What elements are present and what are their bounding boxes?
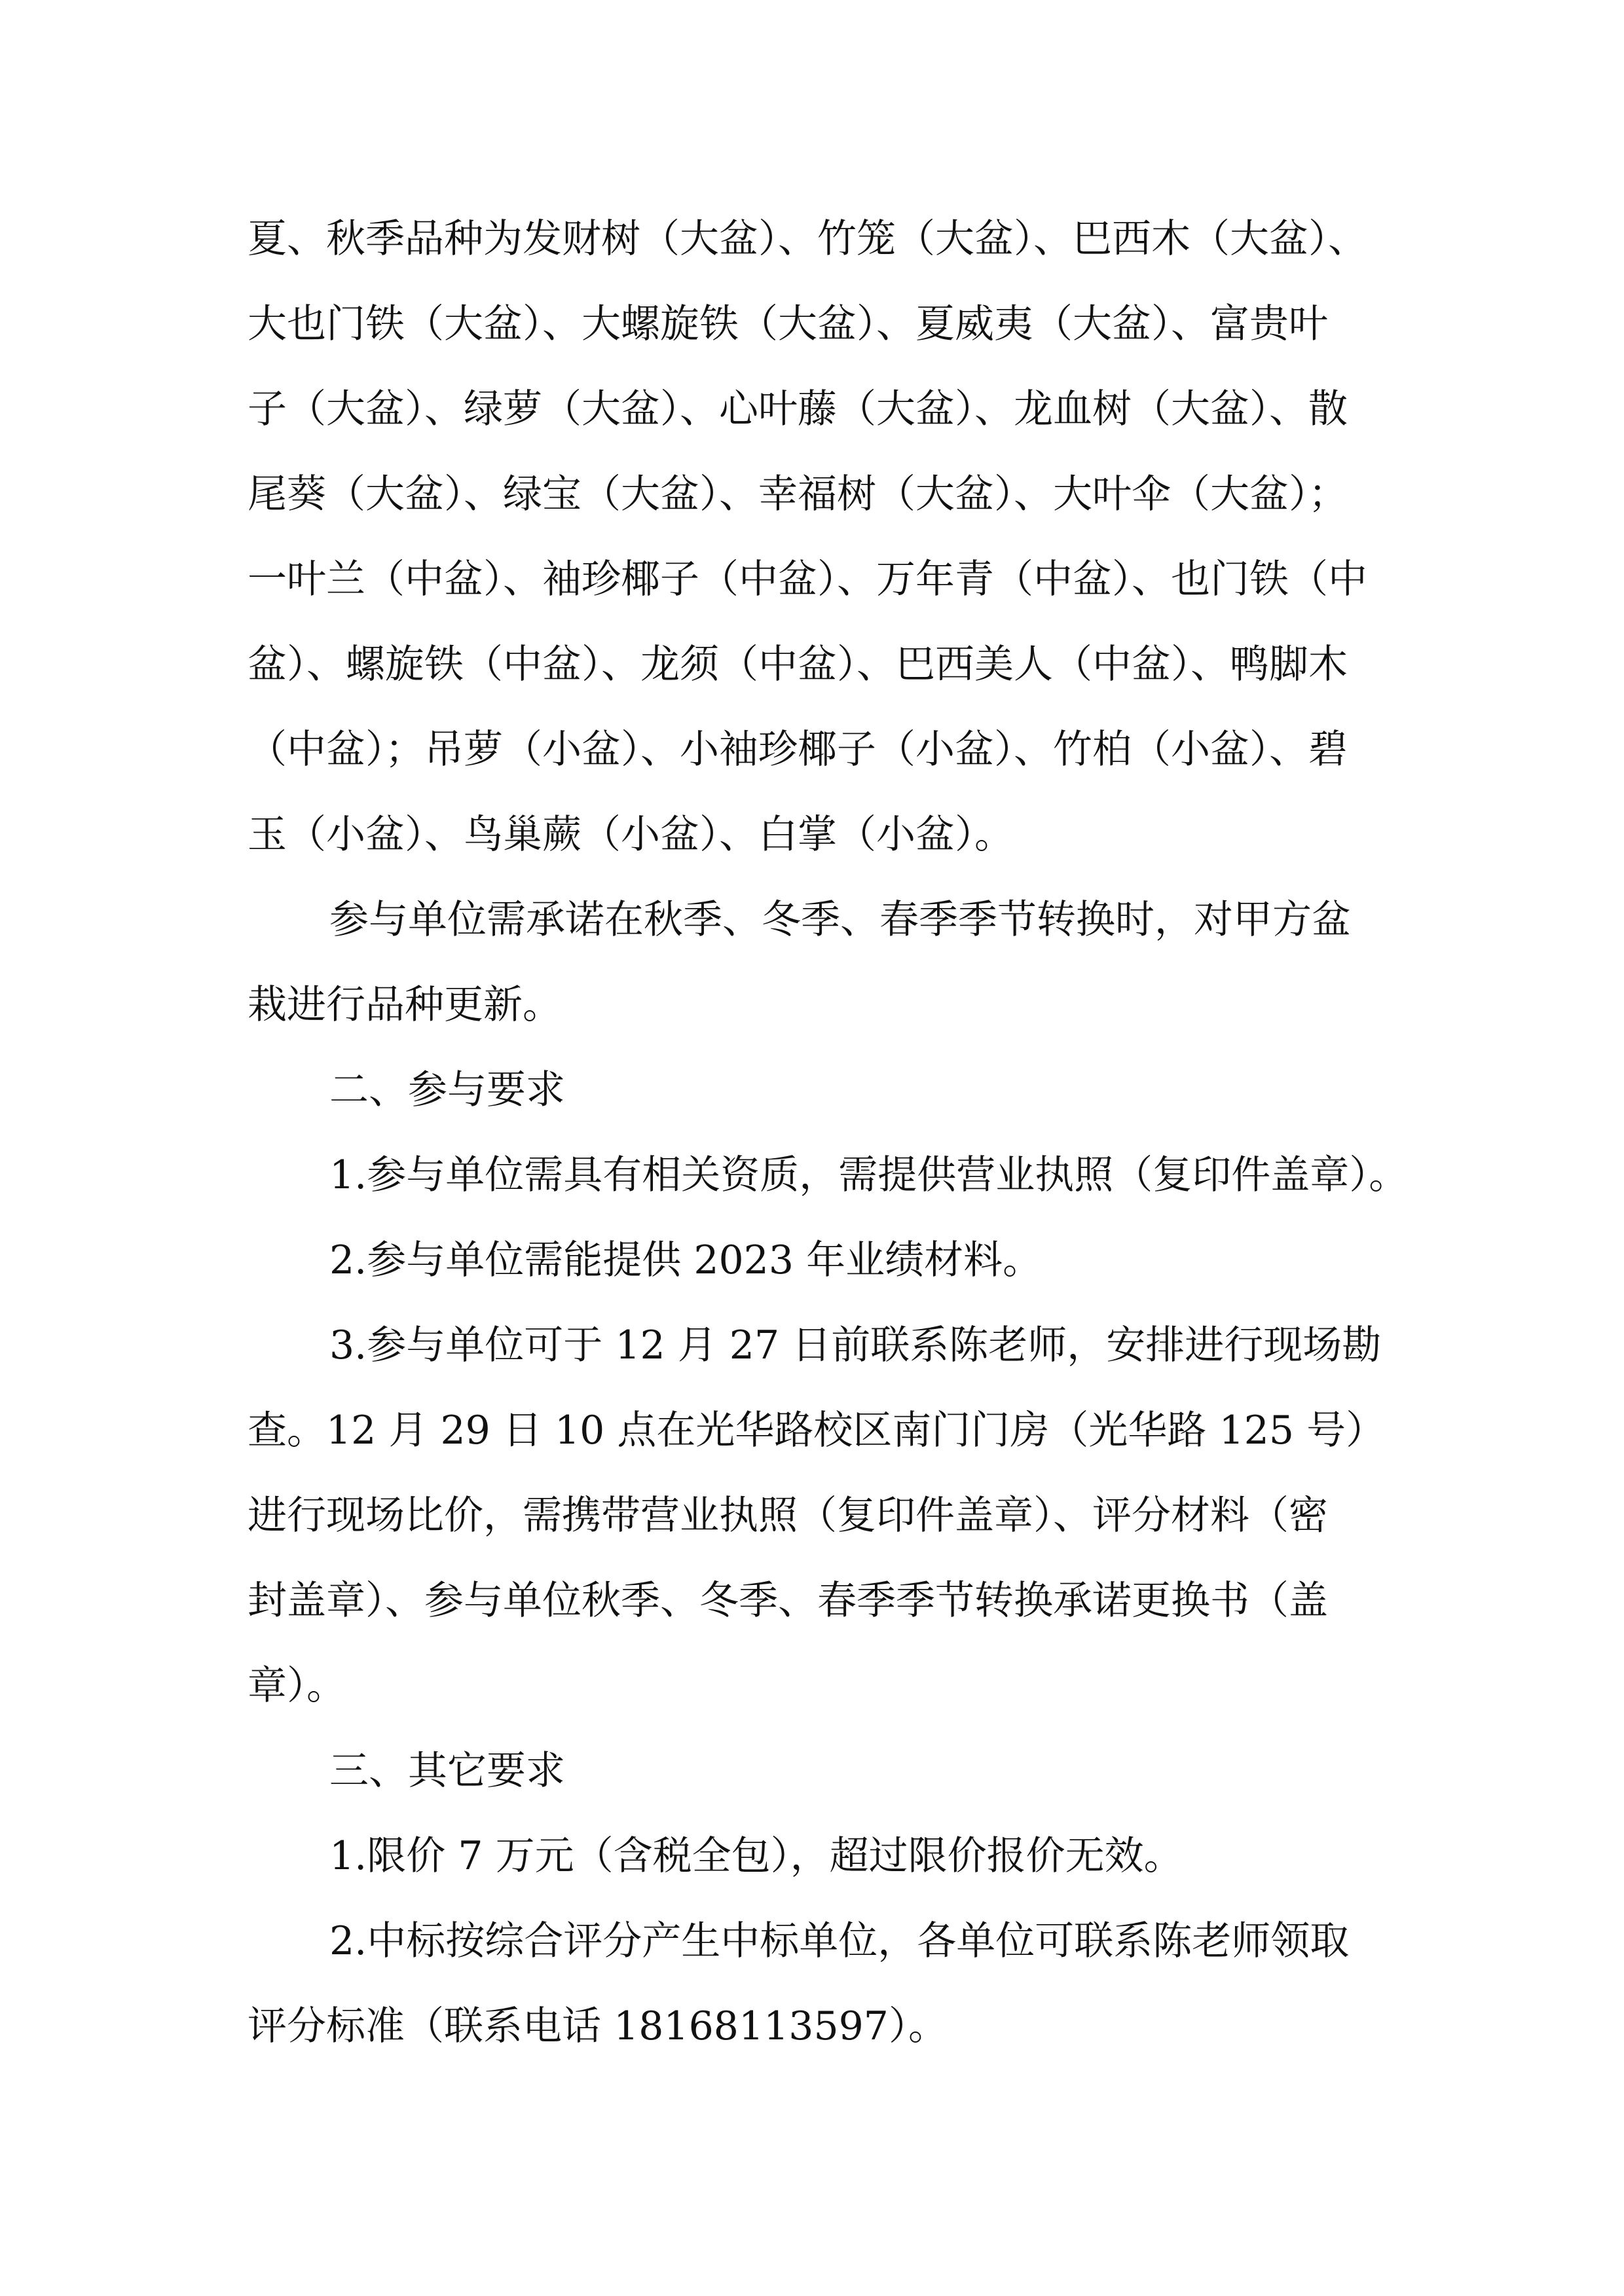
other-item-1: 1.限价 7 万元（含税全包），超过限价报价无效。 <box>329 1833 1183 1879</box>
requirement-item-3-cont: 进行现场比价，需携带营业执照（复印件盖章）、评分材料（密 <box>248 1493 1328 1539</box>
requirement-item-2: 2.参与单位需能提供 2023 年业绩材料。 <box>329 1237 1043 1283</box>
other-item-2: 2.中标按综合评分产生中标单位，各单位可联系陈老师领取 <box>329 1918 1350 1964</box>
requirement-item-3: 3.参与单位可于 12 月 27 日前联系陈老师，安排进行现场勘 <box>329 1322 1382 1368</box>
requirement-item-3-cont: 章）。 <box>248 1663 346 1709</box>
section-heading: 三、其它要求 <box>329 1748 565 1794</box>
requirement-item-3-cont: 查。12 月 29 日 10 点在光华路校区南门门房（光华路 125 号） <box>248 1408 1386 1453</box>
section-heading: 二、参与要求 <box>329 1067 565 1113</box>
text-line: 夏、秋季品种为发财树（大盆）、竹笼（大盆）、巴西木（大盆）、 <box>248 216 1367 262</box>
requirement-item-3-cont: 封盖章）、参与单位秋季、冬季、春季季节转换承诺更换书（盖 <box>248 1578 1328 1624</box>
text-line: 大也门铁（大盆）、大螺旋铁（大盆）、夏威夷（大盆）、富贵叶 <box>248 301 1328 347</box>
text-line: 尾葵（大盆）、绿宝（大盆）、幸福树（大盆）、大叶伞（大盆）； <box>248 471 1348 517</box>
requirement-item-1: 1.参与单位需具有相关资质，需提供营业执照（复印件盖章）。 <box>329 1152 1409 1198</box>
other-item-2-cont: 评分标准（联系电话 18168113597）。 <box>248 2003 948 2049</box>
text-line: 玉（小盆）、鸟巢蕨（小盆）、白掌（小盆）。 <box>248 812 1014 858</box>
text-line: 一叶兰（中盆）、袖珍椰子（中盆）、万年青（中盆）、也门铁（中 <box>248 556 1367 602</box>
text-line: 盆）、螺旋铁（中盆）、龙须（中盆）、巴西美人（中盆）、鸭脚木 <box>248 642 1348 687</box>
text-line: 子（大盆）、绿萝（大盆）、心叶藤（大盆）、龙血树（大盆）、散 <box>248 386 1348 432</box>
paragraph-line: 栽进行品种更新。 <box>248 982 562 1028</box>
paragraph-line: 参与单位需承诺在秋季、冬季、春季季节转换时，对甲方盆 <box>329 897 1351 943</box>
text-line: （中盆）；吊萝（小盆）、小袖珍椰子（小盆）、竹柏（小盆）、碧 <box>248 727 1348 773</box>
